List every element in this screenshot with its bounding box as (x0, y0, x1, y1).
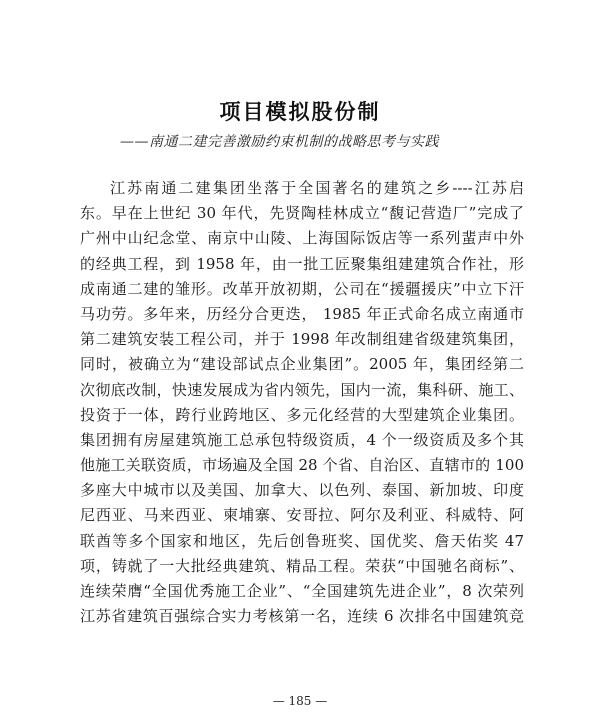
page-number: — 185 — (272, 694, 328, 708)
text-line: 项，铸就了一大批经典建筑、精品工程。荣获“中国驰名商标”、 (80, 556, 524, 575)
article-subtitle: ——南通二建完善激励约束机制的战略思考与实践 (120, 134, 439, 150)
text-line: 的经典工程，到 1958 年，由一批工匠聚集组建建筑合作社，形 (80, 254, 524, 273)
text-line: 马功劳。多年来，历经分合更迭， 1985 年正式命名成立南通市 (80, 304, 524, 323)
text-line: 成南通二建的雏形。改革开放初期，公司在“援疆援庆”中立下汗 (80, 279, 524, 298)
article-title: 项目模拟股份制 (219, 99, 381, 124)
text-line: 他施工关联资质，市场遍及全国 28 个省、自治区、直辖市的 100 (80, 456, 524, 475)
text-line: 次彻底改制，快速发展成为省内领先，国内一流，集科研、施工、 (80, 380, 524, 399)
text-line: 东。早在上世纪 30 年代，先贤陶桂林成立“馥记营造厂”完成了 (80, 204, 524, 223)
text-line: 江苏南通二建集团坐落于全国著名的建筑之乡----江苏启 (110, 179, 524, 197)
text-line: 连续荣膺“全国优秀施工企业”、“全国建筑先进企业”，8 次荣列 (80, 582, 524, 600)
text-line: 集团拥有房屋建筑施工总承包特级资质，4 个一级资质及多个其 (80, 430, 524, 449)
text-line: 尼西亚、马来西亚、柬埔寨、安哥拉、阿尔及利亚、科威特、阿 (80, 506, 524, 525)
text-line: 江苏省建筑百强综合实力考核第一名，连续 6 次排名中国建筑竞 (80, 607, 524, 626)
text-line: 第二建筑安装工程公司，并于 1998 年改制组建省级建筑集团， (80, 330, 524, 349)
body-paragraph (80, 176, 524, 629)
text-line: 联酋等多个国家和地区，先后创鲁班奖、国优奖、詹天佑奖 47 (80, 531, 524, 550)
text-line: 多座大中城市以及美国、加拿大、以色列、泰国、新加坡、印度 (80, 481, 524, 500)
text-line: 广州中山纪念堂、南京中山陵、上海国际饭店等一系列蜚声中外 (80, 229, 524, 248)
text-line: 同时，被确立为“建设部试点企业集团”。2005 年，集团经第二 (80, 355, 524, 374)
text-line: 投资于一体，跨行业跨地区、多元化经营的大型建筑企业集团。 (80, 405, 524, 424)
